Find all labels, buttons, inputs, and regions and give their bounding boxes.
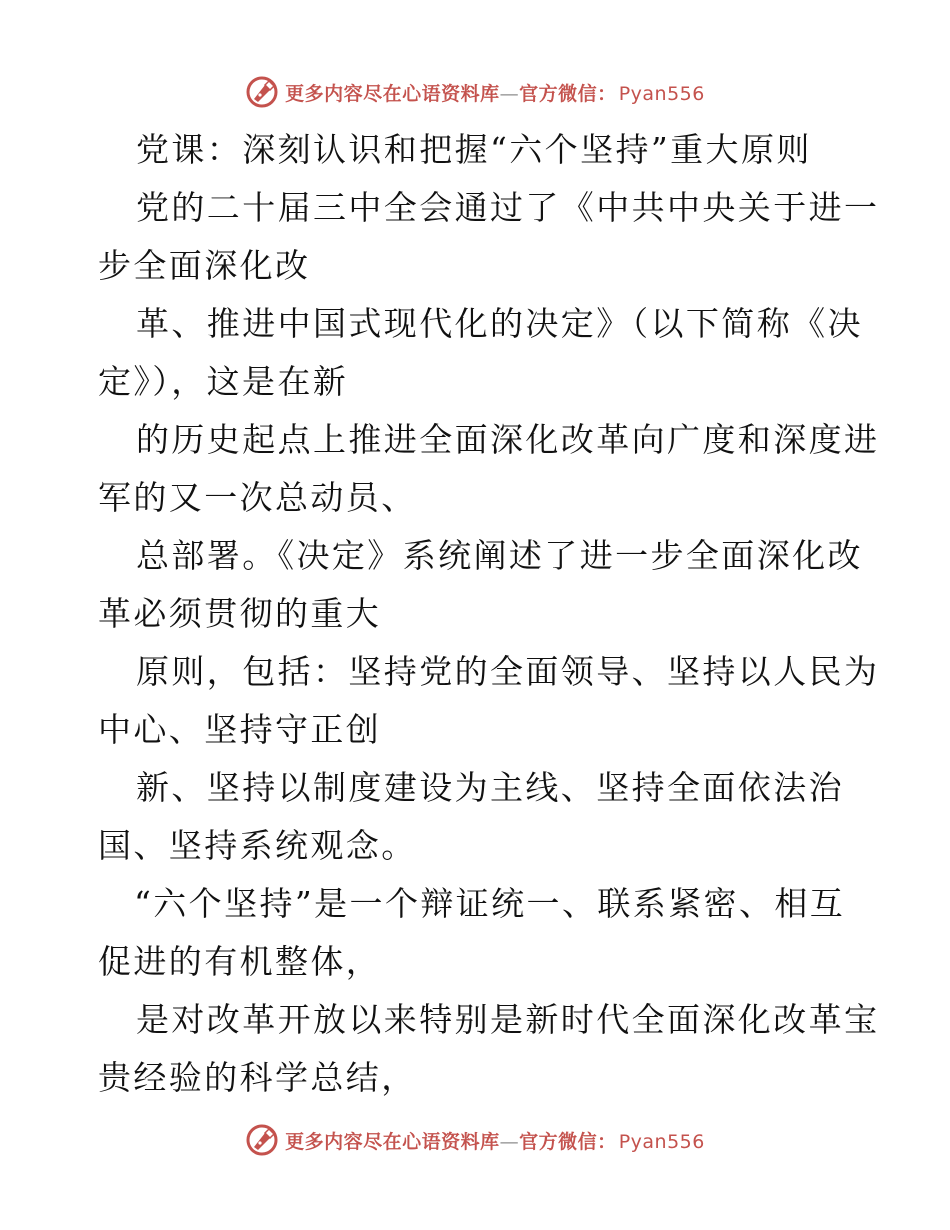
- paragraph-line: 定》），这是在新: [98, 362, 349, 401]
- paragraph-line: 是对改革开放以来特别是新时代全面深化改革宝: [136, 1000, 880, 1039]
- watermark-group: [245, 1123, 705, 1157]
- footer-watermark-banner: [0, 1120, 950, 1160]
- header-watermark-banner: [0, 72, 950, 112]
- watermark-official-label: 官方微信：: [519, 82, 617, 105]
- watermark-separator: —: [499, 1130, 520, 1153]
- pen-nib-logo-icon: [245, 75, 279, 109]
- paragraph-line: 革、推进中国式现代化的决定》（以下简称《决: [136, 304, 863, 343]
- paragraph-line: 中心、坚持守正创: [98, 710, 382, 749]
- paragraph-line: 国、坚持系统观念。: [98, 826, 417, 865]
- document-body: [98, 120, 880, 1110]
- paragraph-line: 总部署。《决定》系统阐述了进一步全面深化改: [136, 536, 863, 575]
- paragraph-line: 贵经验的科学总结，: [98, 1058, 417, 1097]
- watermark-site-text: 更多内容尽在心语资料库: [285, 82, 500, 105]
- watermark-group: [245, 75, 705, 109]
- pen-nib-logo-icon: [245, 1123, 279, 1157]
- paragraph-line: 的历史起点上推进全面深化改革向广度和深度进: [136, 420, 880, 459]
- watermark-text: [285, 79, 705, 106]
- watermark-handle: Pyan556: [618, 1130, 705, 1153]
- watermark-official-label: 官方微信：: [519, 1130, 617, 1153]
- paragraph-line: 党的二十届三中全会通过了《中共中央关于进一: [136, 188, 880, 227]
- paragraph-line: 原则，包括：坚持党的全面领导、坚持以人民为: [136, 652, 880, 691]
- paragraph-line: 军的又一次总动员、: [98, 478, 417, 517]
- paragraph-line: 促进的有机整体，: [98, 942, 382, 981]
- watermark-handle: Pyan556: [618, 82, 705, 105]
- paragraph-line: 新、坚持以制度建设为主线、坚持全面依法治: [136, 768, 844, 807]
- paragraph-line: 步全面深化改: [98, 246, 311, 285]
- document-title: 党课：深刻认识和把握“六个坚持”重大原则: [136, 130, 812, 169]
- paragraph-line: 革必须贯彻的重大: [98, 594, 382, 633]
- paragraph-line: “六个坚持”是一个辩证统一、联系紧密、相互: [134, 884, 846, 923]
- watermark-site-text: 更多内容尽在心语资料库: [285, 1130, 500, 1153]
- watermark-separator: —: [499, 82, 520, 105]
- watermark-text: [285, 1127, 705, 1154]
